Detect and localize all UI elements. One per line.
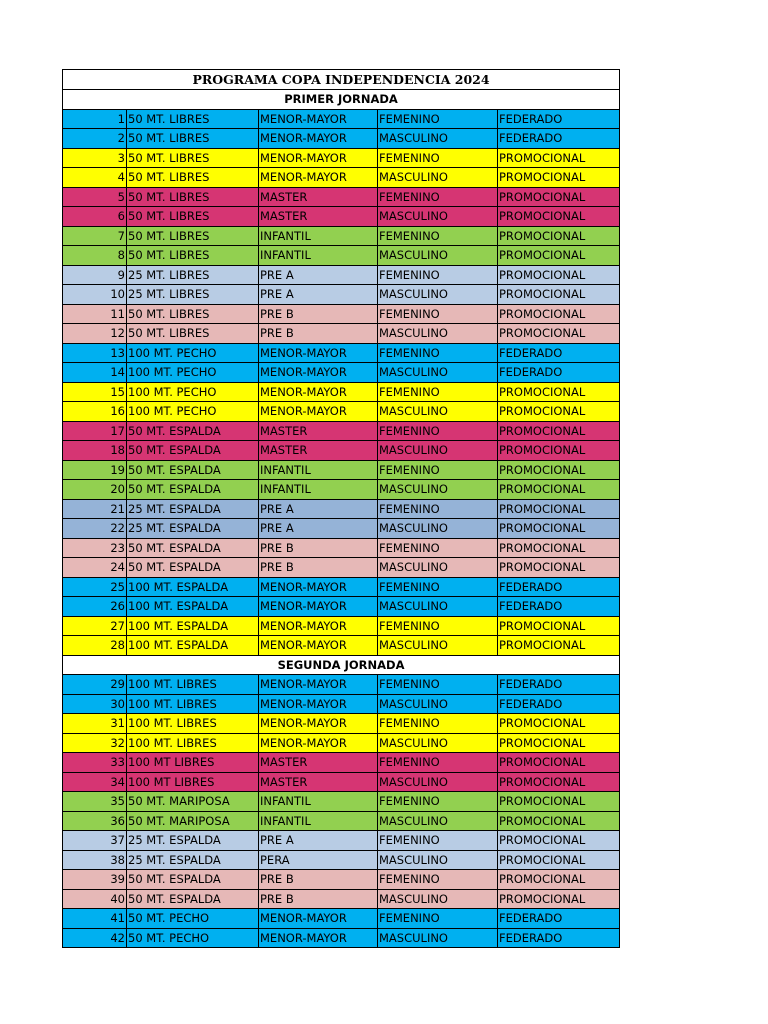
event-number-cell: 18 xyxy=(63,441,127,461)
gender-cell: FEMENINO xyxy=(378,187,498,207)
gender-cell: FEMENINO xyxy=(378,265,498,285)
table-row xyxy=(63,792,620,812)
event-number-cell: 13 xyxy=(63,343,127,363)
table-row xyxy=(63,538,620,558)
gender-cell: MASCULINO xyxy=(378,168,498,188)
table-row xyxy=(63,753,620,773)
table-row xyxy=(63,480,620,500)
category-cell: MENOR-MAYOR xyxy=(259,636,378,656)
table-row xyxy=(63,421,620,441)
event-name-cell: 25 MT. LIBRES xyxy=(127,285,259,305)
level-cell: PROMOCIONAL xyxy=(498,714,620,734)
level-cell: PROMOCIONAL xyxy=(498,246,620,266)
category-cell: MENOR-MAYOR xyxy=(259,928,378,948)
event-name-cell: 50 MT. ESPALDA xyxy=(127,460,259,480)
event-number-cell: 28 xyxy=(63,636,127,656)
table-row xyxy=(63,850,620,870)
category-cell: PRE A xyxy=(259,285,378,305)
event-name-cell: 25 MT. ESPALDA xyxy=(127,519,259,539)
category-cell: MENOR-MAYOR xyxy=(259,694,378,714)
category-cell: MENOR-MAYOR xyxy=(259,616,378,636)
table-row xyxy=(63,870,620,890)
category-cell: PRE B xyxy=(259,304,378,324)
event-number-cell: 37 xyxy=(63,831,127,851)
event-number-cell: 4 xyxy=(63,168,127,188)
event-number-cell: 33 xyxy=(63,753,127,773)
category-cell: MENOR-MAYOR xyxy=(259,733,378,753)
event-name-cell: 50 MT. LIBRES xyxy=(127,168,259,188)
table-row xyxy=(63,265,620,285)
category-cell: PRE B xyxy=(259,889,378,909)
table-row xyxy=(63,402,620,422)
event-number-cell: 31 xyxy=(63,714,127,734)
table-row xyxy=(63,597,620,617)
level-cell: PROMOCIONAL xyxy=(498,499,620,519)
event-name-cell: 100 MT. PECHO xyxy=(127,343,259,363)
table-row xyxy=(63,616,620,636)
level-cell: FEDERADO xyxy=(498,363,620,383)
gender-cell: MASCULINO xyxy=(378,597,498,617)
event-number-cell: 35 xyxy=(63,792,127,812)
event-name-cell: 50 MT. LIBRES xyxy=(127,148,259,168)
event-number-cell: 11 xyxy=(63,304,127,324)
category-cell: PRE B xyxy=(259,538,378,558)
event-name-cell: 50 MT. PECHO xyxy=(127,909,259,929)
table-row xyxy=(63,909,620,929)
event-number-cell: 30 xyxy=(63,694,127,714)
table-row xyxy=(63,207,620,227)
table-row xyxy=(63,694,620,714)
event-name-cell: 50 MT. ESPALDA xyxy=(127,538,259,558)
gender-cell: MASCULINO xyxy=(378,636,498,656)
gender-cell: FEMENINO xyxy=(378,343,498,363)
category-cell: PRE A xyxy=(259,519,378,539)
level-cell: FEDERADO xyxy=(498,694,620,714)
section-heading-row xyxy=(63,655,620,675)
category-cell: INFANTIL xyxy=(259,480,378,500)
event-name-cell: 100 MT. LIBRES xyxy=(127,733,259,753)
level-cell: PROMOCIONAL xyxy=(498,558,620,578)
level-cell: PROMOCIONAL xyxy=(498,187,620,207)
gender-cell: MASCULINO xyxy=(378,402,498,422)
gender-cell: FEMENINO xyxy=(378,577,498,597)
level-cell: PROMOCIONAL xyxy=(498,519,620,539)
section-heading: PRIMER JORNADA xyxy=(63,90,620,110)
event-name-cell: 100 MT. LIBRES xyxy=(127,694,259,714)
event-number-cell: 23 xyxy=(63,538,127,558)
gender-cell: FEMENINO xyxy=(378,226,498,246)
gender-cell: FEMENINO xyxy=(378,109,498,129)
title-row xyxy=(63,70,620,90)
table-row xyxy=(63,382,620,402)
event-name-cell: 100 MT. PECHO xyxy=(127,382,259,402)
document-title: PROGRAMA COPA INDEPENDENCIA 2024 xyxy=(63,70,620,90)
gender-cell: FEMENINO xyxy=(378,909,498,929)
category-cell: INFANTIL xyxy=(259,226,378,246)
event-number-cell: 36 xyxy=(63,811,127,831)
level-cell: PROMOCIONAL xyxy=(498,772,620,792)
level-cell: PROMOCIONAL xyxy=(498,460,620,480)
level-cell: PROMOCIONAL xyxy=(498,811,620,831)
category-cell: MASTER xyxy=(259,753,378,773)
gender-cell: MASCULINO xyxy=(378,772,498,792)
event-number-cell: 1 xyxy=(63,109,127,129)
gender-cell: FEMENINO xyxy=(378,831,498,851)
category-cell: INFANTIL xyxy=(259,792,378,812)
event-number-cell: 19 xyxy=(63,460,127,480)
level-cell: PROMOCIONAL xyxy=(498,226,620,246)
gender-cell: FEMENINO xyxy=(378,499,498,519)
event-number-cell: 22 xyxy=(63,519,127,539)
event-name-cell: 50 MT. MARIPOSA xyxy=(127,811,259,831)
table-row xyxy=(63,577,620,597)
event-name-cell: 100 MT. ESPALDA xyxy=(127,597,259,617)
table-row xyxy=(63,714,620,734)
gender-cell: MASCULINO xyxy=(378,558,498,578)
event-name-cell: 50 MT. LIBRES xyxy=(127,304,259,324)
level-cell: PROMOCIONAL xyxy=(498,265,620,285)
table-row xyxy=(63,363,620,383)
event-name-cell: 50 MT. LIBRES xyxy=(127,109,259,129)
event-number-cell: 26 xyxy=(63,597,127,617)
gender-cell: FEMENINO xyxy=(378,753,498,773)
level-cell: PROMOCIONAL xyxy=(498,304,620,324)
event-number-cell: 6 xyxy=(63,207,127,227)
event-name-cell: 50 MT. LIBRES xyxy=(127,207,259,227)
gender-cell: MASCULINO xyxy=(378,441,498,461)
level-cell: PROMOCIONAL xyxy=(498,831,620,851)
event-name-cell: 100 MT. PECHO xyxy=(127,402,259,422)
event-number-cell: 15 xyxy=(63,382,127,402)
event-number-cell: 27 xyxy=(63,616,127,636)
level-cell: FEDERADO xyxy=(498,109,620,129)
event-number-cell: 32 xyxy=(63,733,127,753)
event-number-cell: 7 xyxy=(63,226,127,246)
table-row xyxy=(63,675,620,695)
table-row xyxy=(63,519,620,539)
level-cell: FEDERADO xyxy=(498,577,620,597)
table-row xyxy=(63,928,620,948)
category-cell: MASTER xyxy=(259,187,378,207)
gender-cell: MASCULINO xyxy=(378,519,498,539)
table-row xyxy=(63,499,620,519)
category-cell: MASTER xyxy=(259,772,378,792)
level-cell: FEDERADO xyxy=(498,675,620,695)
gender-cell: FEMENINO xyxy=(378,792,498,812)
table-row xyxy=(63,889,620,909)
level-cell: FEDERADO xyxy=(498,597,620,617)
category-cell: MENOR-MAYOR xyxy=(259,714,378,734)
event-name-cell: 100 MT LIBRES xyxy=(127,772,259,792)
gender-cell: MASCULINO xyxy=(378,811,498,831)
category-cell: PRE A xyxy=(259,265,378,285)
gender-cell: FEMENINO xyxy=(378,714,498,734)
table-row xyxy=(63,441,620,461)
event-name-cell: 25 MT. ESPALDA xyxy=(127,850,259,870)
event-name-cell: 50 MT. ESPALDA xyxy=(127,558,259,578)
event-number-cell: 2 xyxy=(63,129,127,149)
gender-cell: FEMENINO xyxy=(378,421,498,441)
category-cell: MENOR-MAYOR xyxy=(259,129,378,149)
level-cell: PROMOCIONAL xyxy=(498,207,620,227)
event-number-cell: 34 xyxy=(63,772,127,792)
table-row xyxy=(63,343,620,363)
level-cell: PROMOCIONAL xyxy=(498,792,620,812)
table-row xyxy=(63,733,620,753)
category-cell: MASTER xyxy=(259,421,378,441)
event-number-cell: 21 xyxy=(63,499,127,519)
category-cell: MENOR-MAYOR xyxy=(259,675,378,695)
event-number-cell: 3 xyxy=(63,148,127,168)
level-cell: PROMOCIONAL xyxy=(498,850,620,870)
gender-cell: FEMENINO xyxy=(378,148,498,168)
level-cell: PROMOCIONAL xyxy=(498,421,620,441)
category-cell: INFANTIL xyxy=(259,460,378,480)
table-row xyxy=(63,226,620,246)
gender-cell: FEMENINO xyxy=(378,460,498,480)
event-name-cell: 50 MT. ESPALDA xyxy=(127,480,259,500)
event-number-cell: 9 xyxy=(63,265,127,285)
event-name-cell: 50 MT. LIBRES xyxy=(127,129,259,149)
event-number-cell: 14 xyxy=(63,363,127,383)
event-number-cell: 39 xyxy=(63,870,127,890)
category-cell: INFANTIL xyxy=(259,246,378,266)
event-name-cell: 25 MT. ESPALDA xyxy=(127,831,259,851)
event-name-cell: 25 MT. LIBRES xyxy=(127,265,259,285)
gender-cell: MASCULINO xyxy=(378,480,498,500)
gender-cell: MASCULINO xyxy=(378,928,498,948)
event-number-cell: 24 xyxy=(63,558,127,578)
event-name-cell: 100 MT. ESPALDA xyxy=(127,636,259,656)
table-row xyxy=(63,460,620,480)
event-number-cell: 42 xyxy=(63,928,127,948)
level-cell: PROMOCIONAL xyxy=(498,889,620,909)
gender-cell: FEMENINO xyxy=(378,382,498,402)
event-number-cell: 16 xyxy=(63,402,127,422)
gender-cell: MASCULINO xyxy=(378,207,498,227)
event-name-cell: 100 MT. ESPALDA xyxy=(127,577,259,597)
event-number-cell: 29 xyxy=(63,675,127,695)
gender-cell: MASCULINO xyxy=(378,850,498,870)
category-cell: PRE B xyxy=(259,870,378,890)
category-cell: MENOR-MAYOR xyxy=(259,909,378,929)
gender-cell: MASCULINO xyxy=(378,129,498,149)
category-cell: MENOR-MAYOR xyxy=(259,577,378,597)
category-cell: PRE A xyxy=(259,499,378,519)
level-cell: PROMOCIONAL xyxy=(498,441,620,461)
event-name-cell: 100 MT LIBRES xyxy=(127,753,259,773)
event-number-cell: 41 xyxy=(63,909,127,929)
table-row xyxy=(63,558,620,578)
category-cell: MENOR-MAYOR xyxy=(259,109,378,129)
level-cell: FEDERADO xyxy=(498,129,620,149)
category-cell: MENOR-MAYOR xyxy=(259,382,378,402)
table-row xyxy=(63,636,620,656)
event-name-cell: 50 MT. ESPALDA xyxy=(127,870,259,890)
program-table-body xyxy=(63,70,620,948)
table-row xyxy=(63,129,620,149)
gender-cell: MASCULINO xyxy=(378,889,498,909)
table-row xyxy=(63,324,620,344)
level-cell: FEDERADO xyxy=(498,909,620,929)
event-name-cell: 25 MT. ESPALDA xyxy=(127,499,259,519)
event-number-cell: 10 xyxy=(63,285,127,305)
event-name-cell: 50 MT. ESPALDA xyxy=(127,421,259,441)
gender-cell: MASCULINO xyxy=(378,246,498,266)
gender-cell: MASCULINO xyxy=(378,324,498,344)
table-row xyxy=(63,168,620,188)
gender-cell: MASCULINO xyxy=(378,733,498,753)
category-cell: MENOR-MAYOR xyxy=(259,363,378,383)
level-cell: PROMOCIONAL xyxy=(498,324,620,344)
event-name-cell: 100 MT. LIBRES xyxy=(127,714,259,734)
event-name-cell: 50 MT. LIBRES xyxy=(127,187,259,207)
event-number-cell: 40 xyxy=(63,889,127,909)
event-name-cell: 50 MT. ESPALDA xyxy=(127,441,259,461)
level-cell: FEDERADO xyxy=(498,343,620,363)
table-row xyxy=(63,246,620,266)
event-number-cell: 5 xyxy=(63,187,127,207)
category-cell: PERA xyxy=(259,850,378,870)
category-cell: PRE B xyxy=(259,558,378,578)
table-row xyxy=(63,811,620,831)
gender-cell: FEMENINO xyxy=(378,870,498,890)
level-cell: PROMOCIONAL xyxy=(498,733,620,753)
section-heading-row xyxy=(63,90,620,110)
category-cell: MENOR-MAYOR xyxy=(259,343,378,363)
gender-cell: FEMENINO xyxy=(378,675,498,695)
gender-cell: FEMENINO xyxy=(378,304,498,324)
level-cell: PROMOCIONAL xyxy=(498,616,620,636)
gender-cell: MASCULINO xyxy=(378,694,498,714)
event-name-cell: 50 MT. MARIPOSA xyxy=(127,792,259,812)
category-cell: MENOR-MAYOR xyxy=(259,597,378,617)
gender-cell: FEMENINO xyxy=(378,616,498,636)
event-name-cell: 100 MT. LIBRES xyxy=(127,675,259,695)
category-cell: PRE A xyxy=(259,831,378,851)
table-row xyxy=(63,148,620,168)
category-cell: MASTER xyxy=(259,207,378,227)
table-row xyxy=(63,285,620,305)
event-name-cell: 50 MT. LIBRES xyxy=(127,324,259,344)
category-cell: MASTER xyxy=(259,441,378,461)
table-row xyxy=(63,187,620,207)
level-cell: PROMOCIONAL xyxy=(498,538,620,558)
event-name-cell: 50 MT. LIBRES xyxy=(127,246,259,266)
category-cell: MENOR-MAYOR xyxy=(259,148,378,168)
event-number-cell: 38 xyxy=(63,850,127,870)
event-name-cell: 50 MT. ESPALDA xyxy=(127,889,259,909)
program-table xyxy=(62,69,620,948)
table-row xyxy=(63,831,620,851)
category-cell: MENOR-MAYOR xyxy=(259,402,378,422)
event-number-cell: 8 xyxy=(63,246,127,266)
gender-cell: MASCULINO xyxy=(378,363,498,383)
table-row xyxy=(63,304,620,324)
table-row xyxy=(63,109,620,129)
event-number-cell: 17 xyxy=(63,421,127,441)
table-row xyxy=(63,772,620,792)
level-cell: PROMOCIONAL xyxy=(498,753,620,773)
category-cell: MENOR-MAYOR xyxy=(259,168,378,188)
level-cell: PROMOCIONAL xyxy=(498,168,620,188)
level-cell: PROMOCIONAL xyxy=(498,870,620,890)
event-name-cell: 100 MT. PECHO xyxy=(127,363,259,383)
event-number-cell: 25 xyxy=(63,577,127,597)
gender-cell: FEMENINO xyxy=(378,538,498,558)
level-cell: PROMOCIONAL xyxy=(498,148,620,168)
event-name-cell: 100 MT. ESPALDA xyxy=(127,616,259,636)
level-cell: PROMOCIONAL xyxy=(498,636,620,656)
event-name-cell: 50 MT. PECHO xyxy=(127,928,259,948)
level-cell: PROMOCIONAL xyxy=(498,285,620,305)
section-heading: SEGUNDA JORNADA xyxy=(63,655,620,675)
level-cell: FEDERADO xyxy=(498,928,620,948)
event-name-cell: 50 MT. LIBRES xyxy=(127,226,259,246)
level-cell: PROMOCIONAL xyxy=(498,480,620,500)
level-cell: PROMOCIONAL xyxy=(498,382,620,402)
event-number-cell: 12 xyxy=(63,324,127,344)
category-cell: INFANTIL xyxy=(259,811,378,831)
category-cell: PRE B xyxy=(259,324,378,344)
gender-cell: MASCULINO xyxy=(378,285,498,305)
level-cell: PROMOCIONAL xyxy=(498,402,620,422)
event-number-cell: 20 xyxy=(63,480,127,500)
